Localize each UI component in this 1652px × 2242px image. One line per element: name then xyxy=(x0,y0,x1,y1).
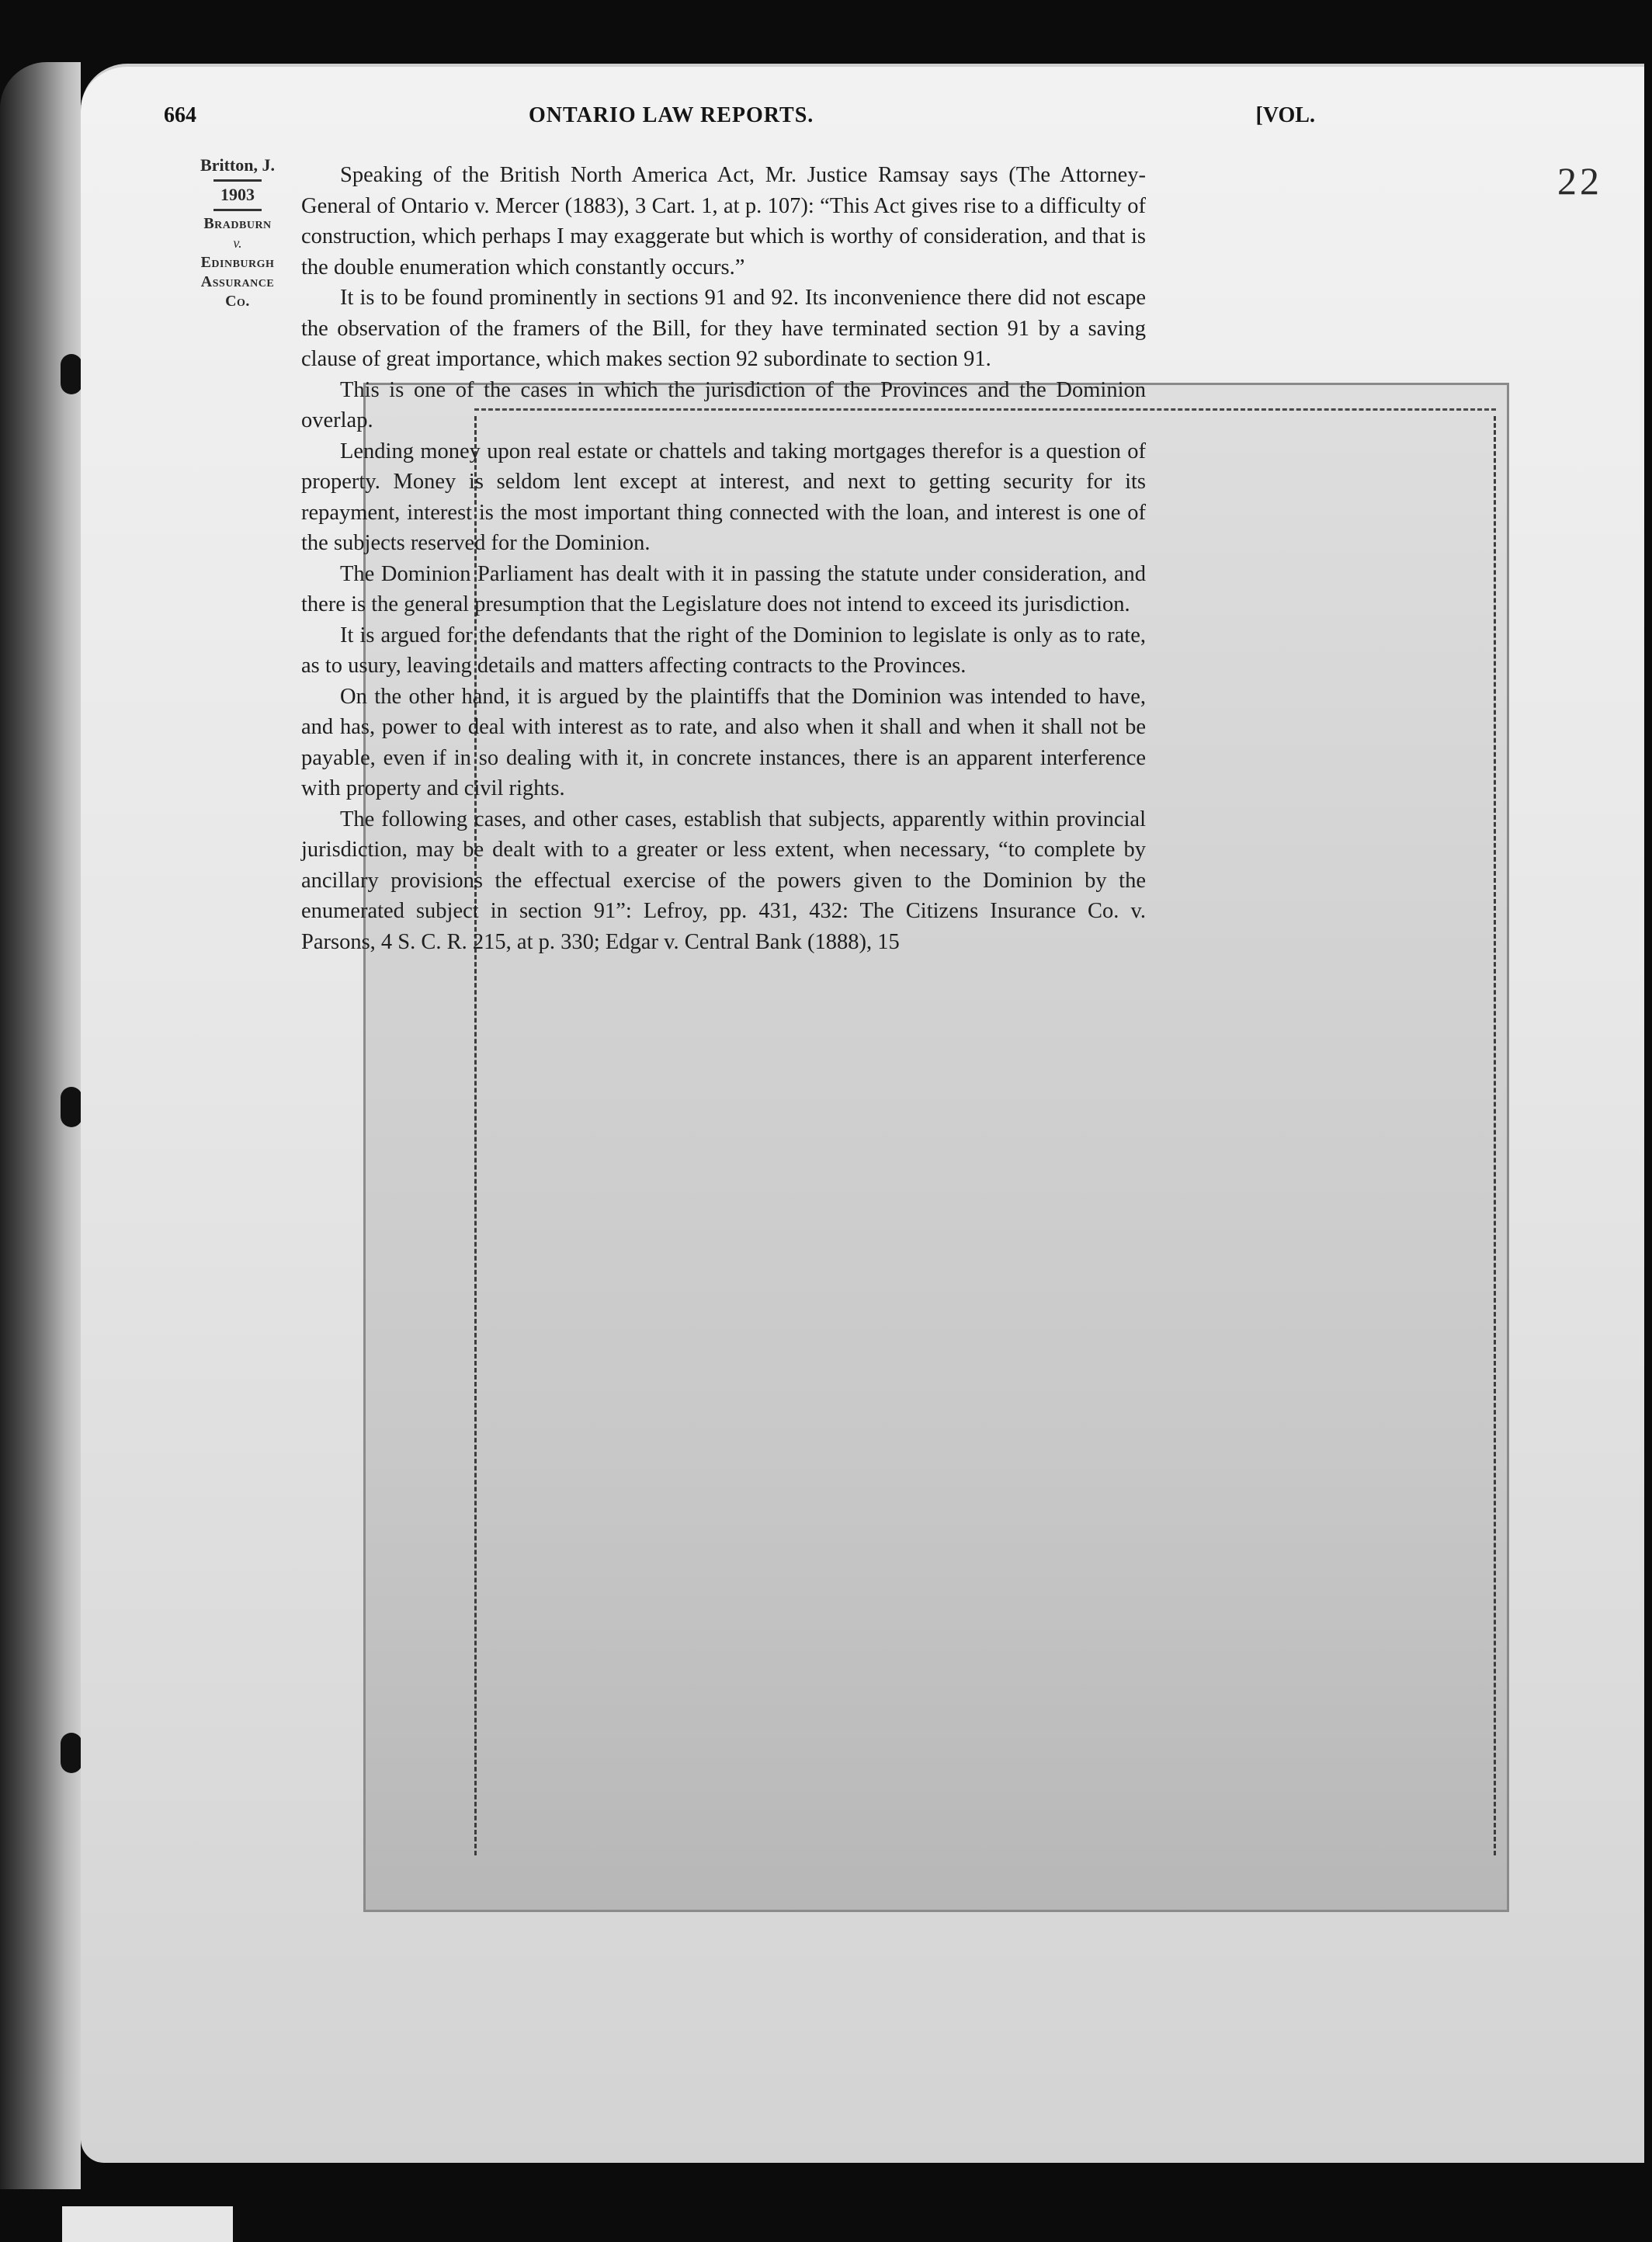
margin-rule xyxy=(213,179,262,182)
report-folio: 664 xyxy=(164,103,196,127)
report-title: ONTARIO LAW REPORTS. xyxy=(529,103,814,127)
body-paragraph: The following cases, and other cases, establish that subjects, apparently within provincial jurisdiction, may be dealt with to a greater or less extent, when necessary, “to complete by ancillary provisions the effectual exercise of the powers given to the Dominion by the enumerated subject in section 91”: Lefroy, pp. 431, 432: The Citizens Insurance Co. v. Parsons, 4 S. C. R. 215, at p. 330; Edgar v. Central Bank (1888), 15 xyxy=(301,807,1146,954)
body-paragraph: It is to be found prominently in sections 91 and 92. Its inconvenience there did not escape the observation of the framers of the Bill, for they have terminated section 91 by a saving clause of great importance, which makes section 92 subordinate to section 91. xyxy=(301,286,1146,371)
crop-line-right xyxy=(1494,416,1496,1855)
binder-ring xyxy=(61,354,82,394)
margin-versus: v. xyxy=(233,235,242,251)
margin-case-party: Co. xyxy=(225,293,250,310)
margin-note xyxy=(160,155,315,311)
body-paragraph: This is one of the cases in which the jurisdiction of the Provinces and the Dominion overlap. xyxy=(301,377,1146,432)
margin-case-party: Bradburn xyxy=(203,215,272,232)
body-paragraph: On the other hand, it is argued by the plaintiffs that the Dominion was intended to have, and has, power to deal with interest as to rate, and also when it shall and when it shall not be payable, even if in so dealing with it, in concrete instances, there is an apparent interference with property and civil rights. xyxy=(301,684,1146,800)
margin-case-party: Assurance xyxy=(200,273,275,290)
body-paragraph: Lending money upon real estate or chattels and taking mortgages therefor is a question of property. Money is seldom lent except at interest, and next to getting security for its repayment, interest is the most important thing connected with the loan, and interest is one of the subjects reserved for the Dominion. xyxy=(301,439,1146,555)
volume-marker: [VOL. xyxy=(1255,103,1315,127)
margin-year: 1903 xyxy=(220,185,255,204)
report-body xyxy=(301,160,1146,957)
running-head xyxy=(164,103,1363,142)
margin-rule xyxy=(213,209,262,211)
binder-ring xyxy=(61,1087,82,1127)
margin-case-party: Edinburgh xyxy=(200,254,275,271)
binder-ring xyxy=(61,1733,82,1773)
folder-page-number: 22 xyxy=(1557,159,1602,203)
body-paragraph: Speaking of the British North America Act, Mr. Justice Ramsay says (The Attorney-General of Ontario v. Mercer (1883), 3 Cart. 1, at p. 107): “This Act gives rise to a difficulty of construction, which perhaps I may exaggerate but which is worthy of consideration, and that is the double enumeration which constantly occurs.” xyxy=(301,163,1146,279)
scan-label-tab xyxy=(62,2206,233,2242)
margin-judge: Britton, J. xyxy=(200,155,275,175)
body-paragraph: It is argued for the defendants that the right of the Dominion to legislate is only as to rate, as to usury, leaving details and matters affecting contracts to the Provinces. xyxy=(301,623,1146,678)
body-paragraph: The Dominion Parliament has dealt with it in passing the statute under consideration, and there is the general presumption that the Legislature does not intend to exceed its jurisdiction. xyxy=(301,561,1146,616)
